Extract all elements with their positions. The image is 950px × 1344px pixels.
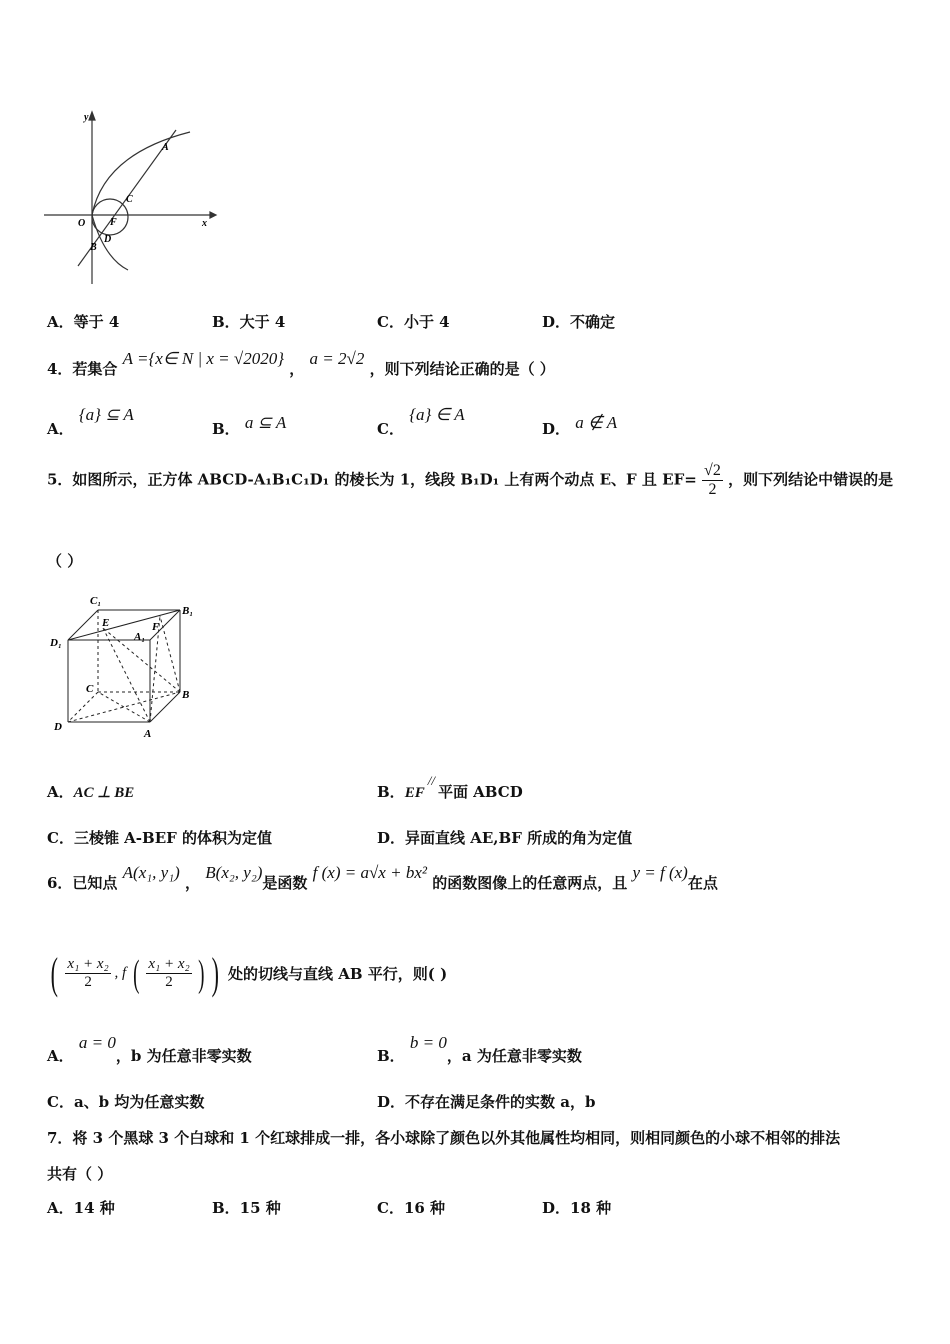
q6-y-fx: y = f (x) — [632, 863, 688, 882]
parabola-circle-figure — [40, 108, 220, 288]
edge-a-b — [150, 692, 180, 722]
q6-point-b: B(x₂, y₂) — [205, 863, 263, 882]
label-C1: C₁ — [90, 595, 102, 607]
hidden-b-f — [160, 616, 180, 692]
q5-suffix: ，则下列结论中错误的是 — [728, 470, 894, 489]
q7-line2: 共有（ ） — [47, 1165, 113, 1183]
q6-end: 在点 — [687, 874, 718, 892]
q3-option-c: C．小于 4 — [377, 313, 450, 331]
q4-opt-c-label: C． — [377, 420, 404, 438]
label-A: A — [144, 728, 152, 740]
q5-opt-a-label: A． — [47, 783, 74, 801]
q6-f-sep: , f — [114, 964, 127, 981]
q4-opt-a-expr: {a} ⊆ A — [78, 405, 134, 424]
q6-option-d: D．不存在满足条件的实数 a，b — [377, 1093, 596, 1111]
q6-frac2-num: x₁ + x₂ — [148, 956, 190, 972]
q6-stem — [47, 862, 718, 892]
q5-text: 5．如图所示，正方体 ABCD-A₁B₁C₁D₁ 的棱长为 1，线段 B₁D₁ 上有两个动点 E、F 且 EF= — [47, 470, 697, 489]
q6-opt-a-label: A． — [47, 1047, 74, 1065]
q5-opt-b-parallel: // — [427, 773, 435, 788]
q6-opt-b-eq: b = 0 — [409, 1033, 447, 1052]
q6-prefix: 6．已知点 — [47, 874, 118, 892]
q6-comma: ， — [185, 874, 201, 892]
q5-frac-den: 2 — [708, 481, 717, 498]
label-O: O — [78, 218, 86, 229]
q6-inner-left-paren: ( — [133, 952, 140, 995]
q5-option-c: C．三棱锥 A-BEF 的体积为定值 — [47, 829, 273, 847]
segment-b1-d1 — [68, 610, 180, 640]
q6-option-c: C．a、b 均为任意实数 — [47, 1093, 205, 1111]
label-B1: B₁ — [182, 605, 194, 617]
q4-opt-d-label: D． — [542, 420, 571, 438]
q4-opt-a-label: A． — [47, 420, 74, 438]
q5-opt-b-rest: 平面 ABCD — [437, 783, 523, 801]
q6-opt-a-rest: ，b 为任意非零实数 — [115, 1047, 252, 1065]
label-D: D — [104, 234, 112, 245]
q5-paren: （ ） — [47, 552, 83, 570]
q7-option-c: C．16 种 — [377, 1199, 446, 1217]
q7-line1: 7．将 3 个黑球 3 个白球和 1 个红球排成一排，各小球除了颜色以外其他属性均相同，则相同颜色的小球不相邻的排法 — [47, 1129, 841, 1147]
q6-mid: 是函数 — [262, 874, 308, 892]
q7-option-a: A．14 种 — [47, 1199, 115, 1217]
q5-opt-b-ef: EF — [404, 785, 425, 801]
label-A: A — [162, 142, 169, 153]
label-B: B — [90, 242, 97, 253]
q5-stem — [47, 462, 893, 499]
parabola-curve — [92, 132, 190, 270]
q6-frac2 — [146, 956, 191, 991]
q6-point-expr — [47, 948, 223, 999]
q4-opt-b-expr: a ⊆ A — [244, 413, 287, 432]
label-D: D — [54, 721, 62, 733]
q6-mid2: 的函数图像上的任意两点，且 — [432, 874, 628, 892]
q6-opt-b-label: B． — [377, 1047, 405, 1065]
q6-option-b — [377, 1032, 582, 1065]
q4-opt-b-label: B． — [212, 420, 240, 438]
label-F: F — [152, 621, 160, 633]
q4-option-c — [377, 404, 465, 438]
q6-function: f (x) = a√x + bx² — [312, 863, 427, 882]
q6-option-a — [47, 1032, 252, 1065]
q4-option-a — [47, 404, 134, 438]
x-axis-arrow — [210, 212, 216, 218]
q5-option-d: D．异面直线 AE,BF 所成的角为定值 — [377, 829, 633, 847]
q4-prefix: 4．若集合 — [47, 360, 118, 378]
label-x: x — [202, 218, 207, 229]
label-C: C — [86, 683, 94, 695]
label-B: B — [182, 689, 190, 701]
q4-set-a: A ={x∈ N | x = √2020} — [122, 349, 285, 368]
y-axis-arrow — [89, 112, 95, 120]
q6-frac1-den: 2 — [84, 974, 92, 990]
cube-figure — [48, 590, 208, 740]
q4-stem — [47, 348, 555, 378]
label-C: C — [126, 194, 133, 205]
label-E: E — [102, 617, 110, 629]
q3-option-b: B．大于 4 — [212, 313, 286, 331]
q6-point-line — [47, 948, 447, 999]
q5-opt-a-expr: AC ⊥ BE — [73, 785, 135, 801]
q6-opt-b-rest: ，a 为任意非零实数 — [446, 1047, 582, 1065]
q5-ef-fraction — [702, 462, 723, 499]
q5-opt-b-label: B． — [377, 783, 405, 801]
q4-option-b — [212, 412, 287, 438]
q6-frac1-num: x₁ + x₂ — [67, 956, 109, 972]
hidden-a-c — [98, 692, 150, 722]
q4-sep: ， — [289, 360, 305, 378]
q4-suffix: ，则下列结论正确的是（ ） — [369, 360, 555, 378]
q4-a-eq: a = 2√2 — [309, 349, 365, 368]
q5-option-b — [377, 773, 523, 802]
q3-option-a: A．等于 4 — [47, 313, 120, 331]
q3-option-d: D．不确定 — [542, 313, 616, 331]
q4-option-d — [542, 412, 618, 438]
q5-option-a — [47, 781, 134, 802]
label-y: y — [84, 112, 89, 123]
hidden-c-d — [68, 692, 98, 722]
q6-opt-a-eq: a = 0 — [78, 1033, 116, 1052]
q6-inner-right-paren: ) — [198, 952, 205, 995]
q6-point-a: A(x₁, y₁) — [122, 863, 180, 882]
q4-opt-d-expr: a ∉ A — [575, 413, 618, 432]
label-A1: A₁ — [134, 631, 146, 643]
q6-right-paren: ) — [211, 949, 220, 998]
q6-left-paren: ( — [50, 949, 58, 998]
q6-frac2-den: 2 — [165, 974, 173, 990]
label-F: F — [110, 217, 117, 228]
q7-option-d: D．18 种 — [542, 1199, 612, 1217]
q6-line2: 处的切线与直线 AB 平行，则( ) — [228, 965, 448, 983]
q5-frac-num: √2 — [704, 462, 721, 479]
q4-opt-c-expr: {a} ∈ A — [409, 405, 465, 424]
q6-frac1 — [65, 956, 110, 991]
label-D1: D₁ — [50, 637, 62, 649]
q7-option-b: B．15 种 — [212, 1199, 281, 1217]
